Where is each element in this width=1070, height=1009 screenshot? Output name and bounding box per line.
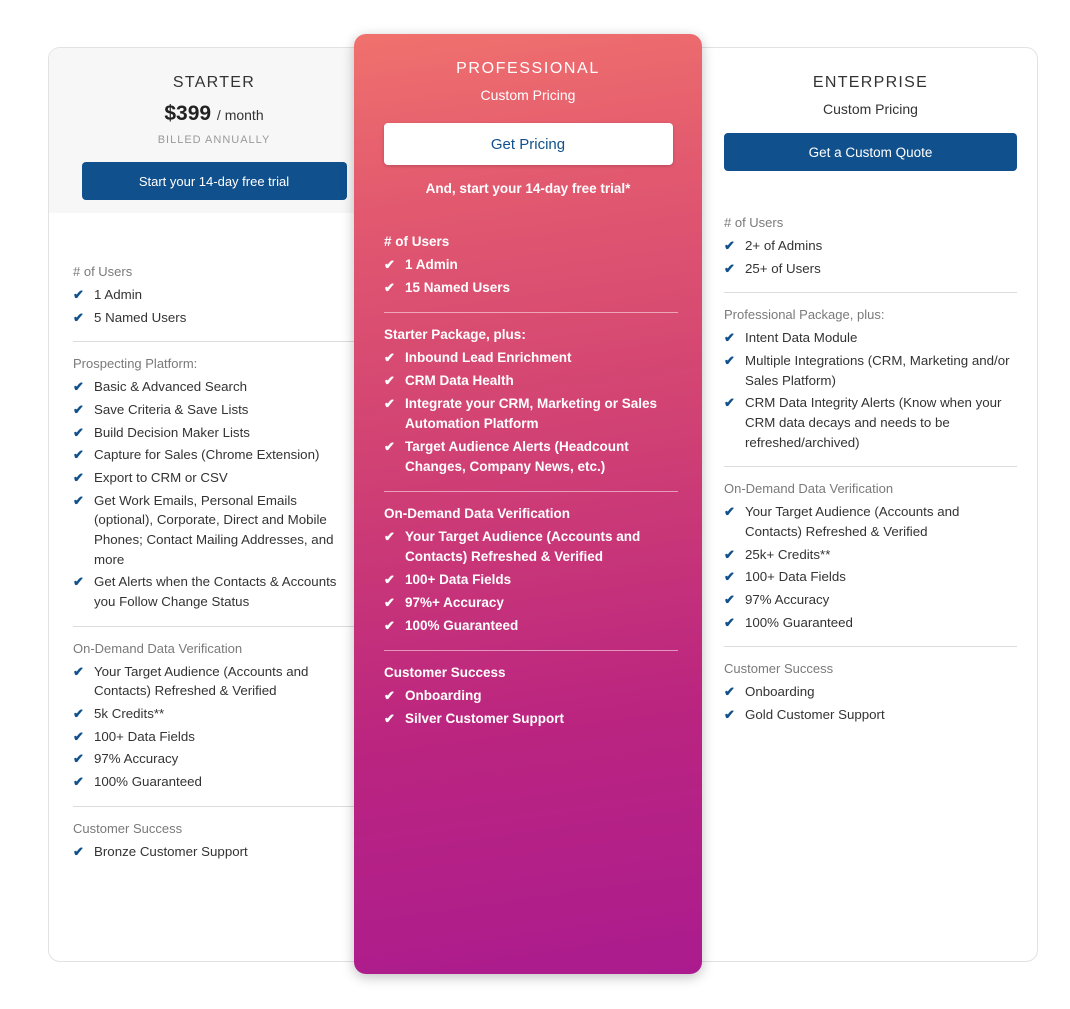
divider — [384, 491, 678, 492]
starter-features — [49, 242, 379, 861]
divider — [384, 312, 678, 313]
starter-group-platform — [73, 356, 355, 611]
professional-header — [354, 34, 702, 196]
feature-text: Gold Customer Support — [745, 707, 885, 723]
starter-group-verification — [73, 641, 355, 792]
check-icon: ✔ — [724, 569, 735, 585]
feature-list — [73, 842, 355, 862]
check-icon: ✔ — [73, 663, 84, 679]
feature-text: 25+ of Users — [745, 260, 821, 276]
price-period-starter: / month — [216, 107, 264, 123]
feature-text: Intent Data Module — [745, 330, 858, 346]
group-title: Prospecting Platform: — [73, 356, 198, 372]
feature-text: CRM Data Integrity Alerts (Know when your CRM data decays and needs to be refreshed/archived) — [745, 395, 1002, 450]
check-icon: ✔ — [73, 843, 84, 859]
feature-text: Onboarding — [405, 687, 482, 703]
list-item — [724, 705, 1017, 725]
check-icon: ✔ — [724, 260, 735, 276]
start-free-trial-button[interactable]: Start your 14-day free trial — [82, 162, 347, 200]
list-item — [73, 704, 355, 724]
check-icon: ✔ — [724, 614, 735, 630]
check-icon: ✔ — [384, 279, 395, 295]
group-title: Customer Success — [73, 820, 183, 836]
feature-list — [724, 682, 1017, 724]
feature-text: 100% Guaranteed — [94, 774, 202, 790]
plan-name-enterprise: ENTERPRISE — [812, 74, 929, 91]
list-item — [384, 278, 678, 298]
list-item — [384, 371, 678, 391]
check-icon: ✔ — [73, 774, 84, 790]
feature-text: Basic & Advanced Search — [94, 379, 248, 395]
check-icon: ✔ — [73, 309, 84, 325]
group-title: Customer Success — [724, 661, 834, 677]
group-title: # of Users — [724, 215, 784, 230]
feature-text: 5 Named Users — [94, 309, 187, 325]
check-icon: ✔ — [724, 546, 735, 562]
check-icon: ✔ — [73, 706, 84, 722]
feature-text: 97% Accuracy — [745, 592, 830, 608]
check-icon: ✔ — [384, 395, 395, 411]
check-icon: ✔ — [384, 528, 395, 544]
divider — [73, 806, 355, 807]
check-icon: ✔ — [384, 372, 395, 388]
feature-list — [384, 255, 678, 298]
check-icon: ✔ — [724, 353, 735, 369]
feature-text: Your Target Audience (Accounts and Contacts) Refreshed & Verified — [94, 663, 309, 699]
divider — [73, 626, 355, 627]
group-title: On-Demand Data Verification — [724, 481, 894, 497]
list-item — [73, 377, 355, 397]
list-item — [724, 502, 1017, 541]
plan-price-enterprise: Custom Pricing — [823, 101, 918, 117]
feature-list — [724, 328, 1017, 452]
pricing-table — [48, 47, 1038, 962]
list-item — [724, 682, 1017, 702]
list-item — [384, 593, 678, 613]
list-item — [73, 308, 355, 328]
check-icon: ✔ — [384, 438, 395, 454]
professional-trial-note: And, start your 14-day free trial* — [425, 181, 631, 196]
check-icon: ✔ — [73, 470, 84, 486]
list-item — [73, 285, 355, 305]
list-item — [73, 572, 355, 611]
check-icon: ✔ — [73, 728, 84, 744]
group-title: Customer Success — [384, 664, 506, 680]
list-item — [724, 236, 1017, 256]
feature-text: 100+ Data Fields — [745, 569, 846, 585]
feature-text: Silver Customer Support — [405, 710, 565, 726]
check-icon: ✔ — [73, 751, 84, 767]
check-icon: ✔ — [384, 687, 395, 703]
feature-text: 97%+ Accuracy — [405, 594, 504, 610]
ent-group-verification — [724, 481, 1017, 632]
plan-card-starter — [49, 48, 379, 961]
feature-text: Save Criteria & Save Lists — [94, 402, 249, 418]
list-item — [384, 437, 678, 477]
check-icon: ✔ — [724, 592, 735, 608]
billing-note-starter: BILLED ANNUALLY — [157, 134, 271, 146]
group-title: Starter Package, plus: — [384, 326, 526, 342]
get-pricing-button[interactable]: Get Pricing — [384, 123, 673, 165]
feature-text: 97% Accuracy — [94, 751, 179, 767]
check-icon: ✔ — [724, 504, 735, 520]
feature-list — [724, 502, 1017, 632]
check-icon: ✔ — [73, 574, 84, 590]
check-icon: ✔ — [724, 707, 735, 723]
list-item — [384, 394, 678, 434]
group-title: # of Users — [73, 264, 133, 279]
feature-text: Target Audience Alerts (Headcount Changes, Company News, etc.) — [405, 438, 629, 474]
check-icon: ✔ — [73, 402, 84, 418]
feature-text: Capture for Sales (Chrome Extension) — [94, 447, 320, 463]
list-item — [384, 570, 678, 590]
feature-text: Your Target Audience (Accounts and Contacts) Refreshed & Verified — [745, 504, 960, 540]
feature-text: Multiple Integrations (CRM, Marketing and/or Sales Platform) — [745, 353, 1010, 388]
feature-text: 100+ Data Fields — [405, 571, 512, 587]
pro-group-success — [384, 665, 678, 729]
divider — [73, 341, 355, 342]
feature-text: 100+ Data Fields — [94, 728, 195, 744]
group-title: On-Demand Data Verification — [384, 505, 571, 521]
group-title: On-Demand Data Verification — [73, 640, 243, 656]
feature-text: Your Target Audience (Accounts and Contacts) Refreshed & Verified — [405, 528, 641, 564]
plan-card-professional — [354, 34, 702, 974]
starter-group-users — [73, 264, 355, 327]
feature-text: 100% Guaranteed — [745, 614, 853, 630]
plan-card-enterprise — [702, 48, 1039, 961]
ent-group-professional-plus — [724, 307, 1017, 452]
feature-text: 100% Guaranteed — [405, 617, 519, 633]
feature-text: Integrate your CRM, Marketing or Sales Automation Platform — [405, 395, 658, 431]
plan-price-starter — [49, 102, 379, 126]
feature-text: Export to CRM or CSV — [94, 470, 228, 486]
feature-list — [384, 348, 678, 477]
pro-group-users — [384, 234, 678, 298]
feature-text: Onboarding — [745, 684, 815, 700]
feature-text: 15 Named Users — [405, 279, 511, 295]
feature-text: 25k+ Credits** — [745, 546, 831, 562]
list-item — [73, 445, 355, 465]
feature-text: CRM Data Health — [405, 372, 514, 388]
divider — [724, 292, 1017, 293]
enterprise-features — [702, 199, 1039, 725]
check-icon: ✔ — [384, 710, 395, 726]
list-item — [724, 393, 1017, 452]
list-item — [384, 255, 678, 275]
check-icon: ✔ — [724, 238, 735, 253]
list-item — [73, 468, 355, 488]
check-icon: ✔ — [724, 395, 735, 411]
ent-group-users — [724, 215, 1017, 278]
feature-list — [73, 377, 355, 611]
feature-text: Inbound Lead Enrichment — [405, 349, 572, 365]
list-item — [384, 527, 678, 567]
feature-list — [384, 686, 678, 729]
group-title: # of Users — [384, 234, 450, 249]
list-item — [724, 590, 1017, 610]
list-item — [724, 351, 1017, 390]
feature-list — [73, 662, 355, 792]
feature-text: Get Alerts when the Contacts & Accounts you Follow Change Status — [94, 574, 337, 610]
check-icon: ✔ — [73, 447, 84, 463]
list-item — [384, 348, 678, 368]
feature-text: Get Work Emails, Personal Emails (optional), Corporate, Direct and Mobile Phones; Contact Mailing Addresses, and more — [94, 492, 334, 567]
list-item — [384, 686, 678, 706]
feature-text: 1 Admin — [405, 257, 458, 272]
feature-text: Bronze Customer Support — [94, 843, 248, 859]
divider — [724, 646, 1017, 647]
list-item — [73, 662, 355, 701]
list-item — [73, 749, 355, 769]
divider — [724, 466, 1017, 467]
starter-group-success — [73, 821, 355, 862]
list-item — [384, 616, 678, 636]
feature-text: Build Decision Maker Lists — [94, 424, 250, 440]
feature-list — [384, 527, 678, 636]
list-item — [73, 491, 355, 570]
feature-text: 1 Admin — [94, 287, 143, 302]
check-icon: ✔ — [73, 492, 84, 508]
list-item — [724, 328, 1017, 348]
price-amount-starter: $399 — [164, 102, 212, 125]
check-icon: ✔ — [384, 617, 395, 633]
list-item — [724, 259, 1017, 279]
check-icon: ✔ — [384, 349, 395, 365]
feature-text: 2+ of Admins — [745, 238, 823, 253]
list-item — [724, 567, 1017, 587]
check-icon: ✔ — [384, 571, 395, 587]
list-item — [384, 709, 678, 729]
list-item — [73, 400, 355, 420]
feature-text: 5k Credits** — [94, 706, 165, 722]
pro-group-starter-plus — [384, 327, 678, 477]
professional-features — [354, 212, 702, 729]
divider — [384, 650, 678, 651]
plan-name-starter: STARTER — [172, 74, 256, 91]
check-icon: ✔ — [724, 330, 735, 346]
group-title: Professional Package, plus: — [724, 307, 885, 323]
list-item — [73, 423, 355, 443]
list-item — [73, 842, 355, 862]
list-item — [73, 772, 355, 792]
pro-group-verification — [384, 506, 678, 636]
check-icon: ✔ — [73, 424, 84, 440]
list-item — [724, 613, 1017, 633]
plan-price-professional: Custom Pricing — [480, 87, 576, 103]
check-icon: ✔ — [384, 594, 395, 610]
list-item — [724, 545, 1017, 565]
starter-header — [49, 48, 379, 200]
check-icon: ✔ — [73, 379, 84, 395]
feature-list — [724, 236, 1017, 278]
ent-group-success — [724, 661, 1017, 724]
get-custom-quote-button[interactable]: Get a Custom Quote — [724, 133, 1017, 171]
check-icon: ✔ — [73, 287, 84, 302]
plan-name-professional: PROFESSIONAL — [456, 60, 600, 77]
enterprise-header — [702, 48, 1039, 171]
list-item — [73, 727, 355, 747]
check-icon: ✔ — [384, 257, 395, 272]
feature-list — [73, 285, 355, 327]
check-icon: ✔ — [724, 684, 735, 700]
